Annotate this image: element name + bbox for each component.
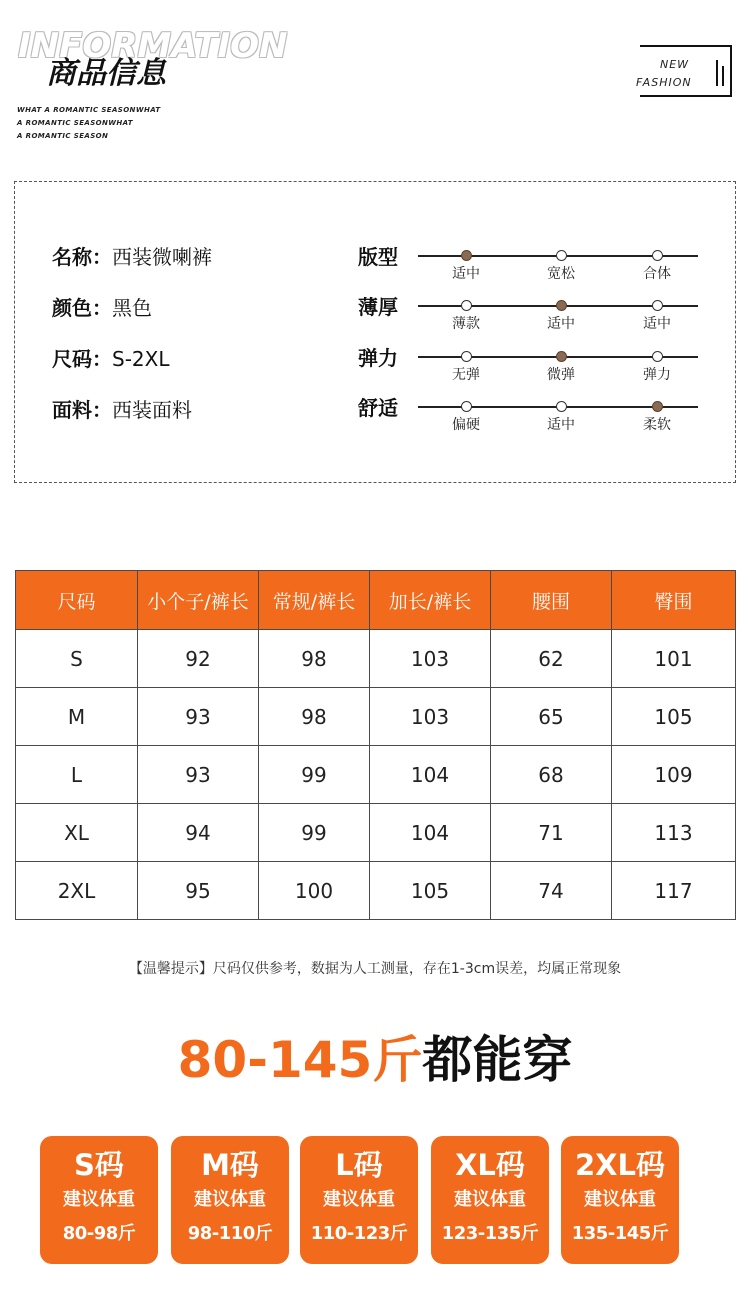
weight-card [40, 1136, 158, 1264]
col-header-regular-length: 常规/裤长 [259, 571, 370, 630]
attribute-option-label: 薄款 [452, 316, 480, 332]
table-cell: 103 [370, 630, 491, 688]
attribute-option-label: 偏硬 [452, 417, 480, 433]
tagline-1: WHAT A ROMANTIC SEASONWHAT [17, 106, 161, 114]
weight-card [300, 1136, 418, 1264]
col-header-long-length: 加长/裤长 [370, 571, 491, 630]
info-value: S-2XL [112, 347, 170, 371]
card-label: 建议体重 [194, 1189, 266, 1210]
card-label: 建议体重 [454, 1189, 526, 1210]
page-title: 商品信息 [46, 56, 166, 91]
table-row [16, 688, 736, 746]
info-value: 西装微喇裤 [112, 245, 212, 269]
table-cell: 101 [612, 630, 736, 688]
attribute-dot [652, 250, 663, 261]
table-row [16, 746, 736, 804]
attribute-dot-selected [461, 250, 472, 261]
attribute-dot-selected [652, 401, 663, 412]
info-key: 名称： [52, 245, 112, 269]
col-header-size: 尺码 [16, 571, 138, 630]
attribute-dot-selected [556, 300, 567, 311]
attribute-dot-selected [556, 351, 567, 362]
card-size: M码 [201, 1148, 259, 1182]
table-cell: 65 [491, 688, 612, 746]
weight-card [561, 1136, 679, 1264]
weight-card [171, 1136, 289, 1264]
card-size: 2XL码 [574, 1148, 666, 1182]
table-row [16, 862, 736, 920]
new-fashion-badge [640, 45, 732, 97]
badge-bar-1 [716, 60, 718, 86]
card-size: S码 [74, 1148, 124, 1182]
attribute-option-label: 适中 [643, 316, 671, 332]
attribute-option-label: 微弹 [547, 367, 575, 383]
table-cell: 71 [491, 804, 612, 862]
attribute-label: 弹力 [358, 346, 398, 370]
col-header-petite-length: 小个子/裤长 [138, 571, 259, 630]
weight-card [431, 1136, 549, 1264]
attribute-option-label: 宽松 [547, 266, 575, 282]
table-cell: 100 [259, 862, 370, 920]
table-header-row [16, 571, 736, 630]
badge-new-text: NEW [660, 58, 690, 71]
table-cell: M [16, 688, 138, 746]
headline-suffix: 都能穿 [422, 1031, 573, 1089]
attribute-label: 版型 [358, 245, 398, 269]
table-cell: S [16, 630, 138, 688]
info-row-name [52, 241, 212, 270]
table-cell: 103 [370, 688, 491, 746]
size-table [15, 570, 736, 920]
info-key: 尺码： [52, 347, 112, 371]
card-size: XL码 [455, 1148, 525, 1182]
card-range: 123-135斤 [441, 1223, 539, 1244]
badge-fashion-text: FASHION [636, 76, 692, 89]
attribute-label: 舒适 [358, 396, 398, 420]
attribute-dot [556, 250, 567, 261]
info-value: 黑色 [112, 296, 152, 320]
table-cell: 68 [491, 746, 612, 804]
card-label: 建议体重 [584, 1189, 656, 1210]
table-cell: 99 [259, 804, 370, 862]
card-range: 110-123斤 [310, 1223, 408, 1244]
table-cell: L [16, 746, 138, 804]
attribute-option-label: 弹力 [643, 367, 671, 383]
size-tip: 【温馨提示】尺码仅供参考，数据为人工测量，存在1-3cm误差，均属正常现象 [128, 961, 622, 977]
weight-headline [0, 1020, 750, 1092]
headline-range: 80-145斤 [177, 1031, 423, 1089]
table-cell: 94 [138, 804, 259, 862]
header-background-word: INFORMATION [18, 26, 288, 66]
table-cell: 98 [259, 630, 370, 688]
table-cell: 92 [138, 630, 259, 688]
info-row-fabric [52, 394, 192, 423]
card-range: 98-110斤 [187, 1223, 273, 1244]
table-cell: 117 [612, 862, 736, 920]
table-cell: XL [16, 804, 138, 862]
badge-bar-2 [722, 66, 724, 86]
attribute-option-label: 合体 [643, 266, 671, 282]
table-row [16, 804, 736, 862]
attribute-dot [652, 351, 663, 362]
table-cell: 105 [370, 862, 491, 920]
attribute-label: 薄厚 [358, 295, 398, 319]
card-label: 建议体重 [63, 1189, 135, 1210]
info-key: 面料： [52, 398, 112, 422]
table-cell: 2XL [16, 862, 138, 920]
table-cell: 93 [138, 746, 259, 804]
table-cell: 113 [612, 804, 736, 862]
attribute-dot [461, 401, 472, 412]
info-row-size [52, 343, 169, 372]
table-row [16, 630, 736, 688]
attribute-dot [461, 300, 472, 311]
info-row-color [52, 292, 152, 321]
attribute-dot [652, 300, 663, 311]
table-cell: 104 [370, 746, 491, 804]
card-range: 80-98斤 [62, 1223, 136, 1244]
table-cell: 99 [259, 746, 370, 804]
table-cell: 95 [138, 862, 259, 920]
table-cell: 104 [370, 804, 491, 862]
table-cell: 109 [612, 746, 736, 804]
attribute-dot [461, 351, 472, 362]
table-cell: 98 [259, 688, 370, 746]
info-value: 西装面料 [112, 398, 192, 422]
attribute-option-label: 适中 [547, 417, 575, 433]
tagline-2: A ROMANTIC SEASONWHAT [17, 119, 133, 127]
table-cell: 105 [612, 688, 736, 746]
tagline-3: A ROMANTIC SEASON [17, 132, 109, 140]
attribute-option-label: 适中 [547, 316, 575, 332]
col-header-waist: 腰围 [491, 571, 612, 630]
card-range: 135-145斤 [571, 1223, 669, 1244]
table-cell: 93 [138, 688, 259, 746]
attribute-option-label: 无弹 [452, 367, 480, 383]
attribute-dot [556, 401, 567, 412]
attribute-option-label: 柔软 [643, 417, 671, 433]
table-cell: 62 [491, 630, 612, 688]
card-label: 建议体重 [323, 1189, 395, 1210]
info-key: 颜色： [52, 296, 112, 320]
col-header-hip: 臀围 [612, 571, 736, 630]
attribute-option-label: 适中 [452, 266, 480, 282]
table-cell: 74 [491, 862, 612, 920]
card-size: L码 [335, 1148, 383, 1182]
